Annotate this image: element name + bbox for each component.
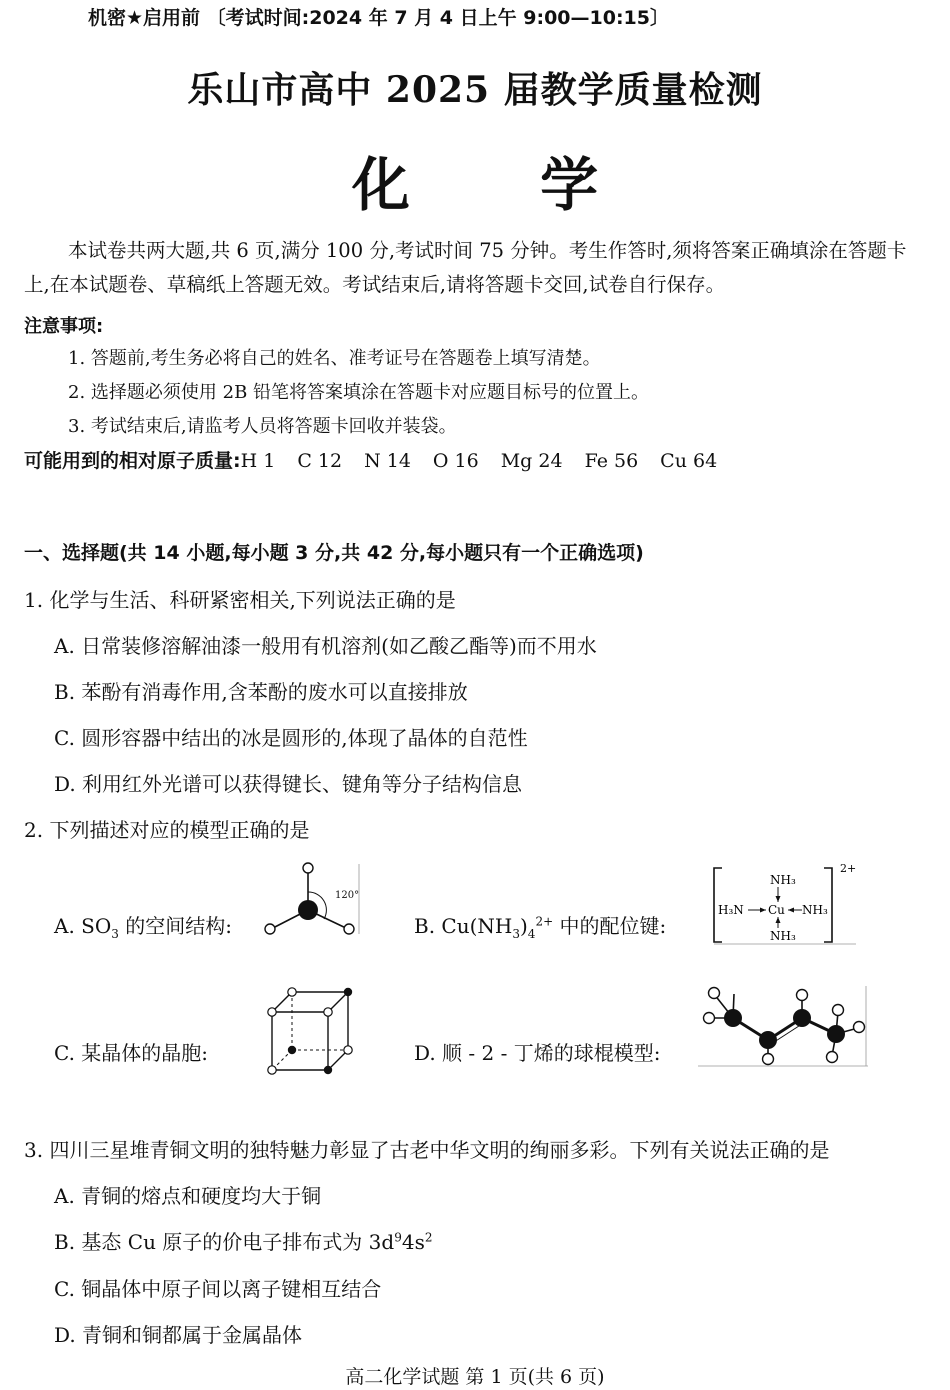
note-item-2: 2. 选择题必须使用 2B 铅笔将答案填涂在答题卡对应题目标号的位置上。 [68, 382, 650, 403]
mass-o: O 16 [432, 450, 479, 472]
so3-angle-label: 120° [335, 890, 360, 901]
confidential-banner: 机密★启用前 〔考试时间:2024 年 7 月 4 日上午 9:00—10:15〕 [88, 7, 669, 29]
crystal-cell-figure [264, 984, 360, 1078]
q1-option-b: B. 苯酚有消毒作用,含苯酚的废水可以直接排放 [54, 680, 468, 704]
cu-nh3-complex-figure [710, 858, 860, 948]
q1-option-a: A. 日常装修溶解油漆一般用有机溶剂(如乙酸乙酯等)而不用水 [54, 634, 597, 658]
nh3-right: NH₃ [802, 903, 828, 917]
so3-structure-figure [262, 860, 362, 936]
q3-option-c: C. 铜晶体中原子间以离子键相互结合 [54, 1277, 382, 1301]
mass-c: C 12 [297, 450, 343, 472]
atomic-masses [24, 446, 739, 473]
section-1-heading: 一、选择题(共 14 小题,每小题 3 分,共 42 分,每小题只有一个正确选项) [24, 542, 644, 564]
nh3-bottom: NH₃ [770, 929, 796, 943]
mass-h: H 1 [240, 450, 276, 472]
page-footer: 高二化学试题 第 1 页(共 6 页) [345, 1366, 605, 1388]
nh3-top: NH₃ [770, 873, 796, 887]
q2-option-d-label: D. 顺 - 2 - 丁烯的球棍模型: [414, 1041, 661, 1065]
mass-fe: Fe 56 [584, 450, 639, 472]
q1-stem: 1. 化学与生活、科研紧密相关,下列说法正确的是 [24, 588, 456, 612]
complex-charge: 2+ [840, 862, 857, 875]
q1-option-c: C. 圆形容器中结出的冰是圆形的,体现了晶体的自范性 [54, 726, 528, 750]
notes-heading: 注意事项: [24, 316, 104, 337]
exam-title: 乐山市高中 2025 届教学质量检测 [187, 69, 763, 111]
q1-option-d: D. 利用红外光谱可以获得键长、键角等分子结构信息 [54, 772, 523, 796]
q2-option-b-label: B. $Cu(NH_3)_4^{2+}$ 中的配位键: [414, 914, 667, 941]
note-item-3: 3. 考试结束后,请监考人员将答题卡回收并装袋。 [68, 416, 457, 437]
atomic-masses-label: 可能用到的相对原子质量: [24, 450, 241, 472]
q3-option-d: D. 青铜和铜都属于金属晶体 [54, 1323, 303, 1347]
subject-title: 化 学 [351, 151, 599, 219]
h3n-left: H₃N [718, 903, 744, 917]
note-item-1: 1. 答题前,考生务必将自己的姓名、准考证号在答题卷上填写清楚。 [68, 348, 601, 369]
mass-mg: Mg 24 [500, 450, 563, 472]
intro-paragraph: 本试卷共两大题,共 6 页,满分 100 分,考试时间 75 分钟。考生作答时,须将答案正确填涂在答题卡上,在本试题卷、草稿纸上答题无效。考试结束后,请将答题卡交回,试卷自行保存。 [24, 239, 907, 296]
q3-stem: 3. 四川三星堆青铜文明的独特魅力彰显了古老中华文明的绚丽多彩。下列有关说法正确的是 [24, 1138, 830, 1162]
q3-option-b: B. 基态 Cu 原子的价电子排布式为 $3d^94s^2$ [54, 1230, 433, 1254]
q2-option-c-label: C. 某晶体的晶胞: [54, 1041, 209, 1065]
q2-option-a-label: A. $SO_3$ 的空间结构: [54, 914, 233, 941]
mass-n: N 14 [364, 450, 411, 472]
q2-stem: 2. 下列描述对应的模型正确的是 [24, 818, 310, 842]
mass-cu: Cu 64 [660, 450, 718, 472]
cis-2-butene-figure [698, 984, 872, 1070]
cu-center: Cu [768, 903, 785, 917]
q3-option-a: A. 青铜的熔点和硬度均大于铜 [54, 1184, 322, 1208]
